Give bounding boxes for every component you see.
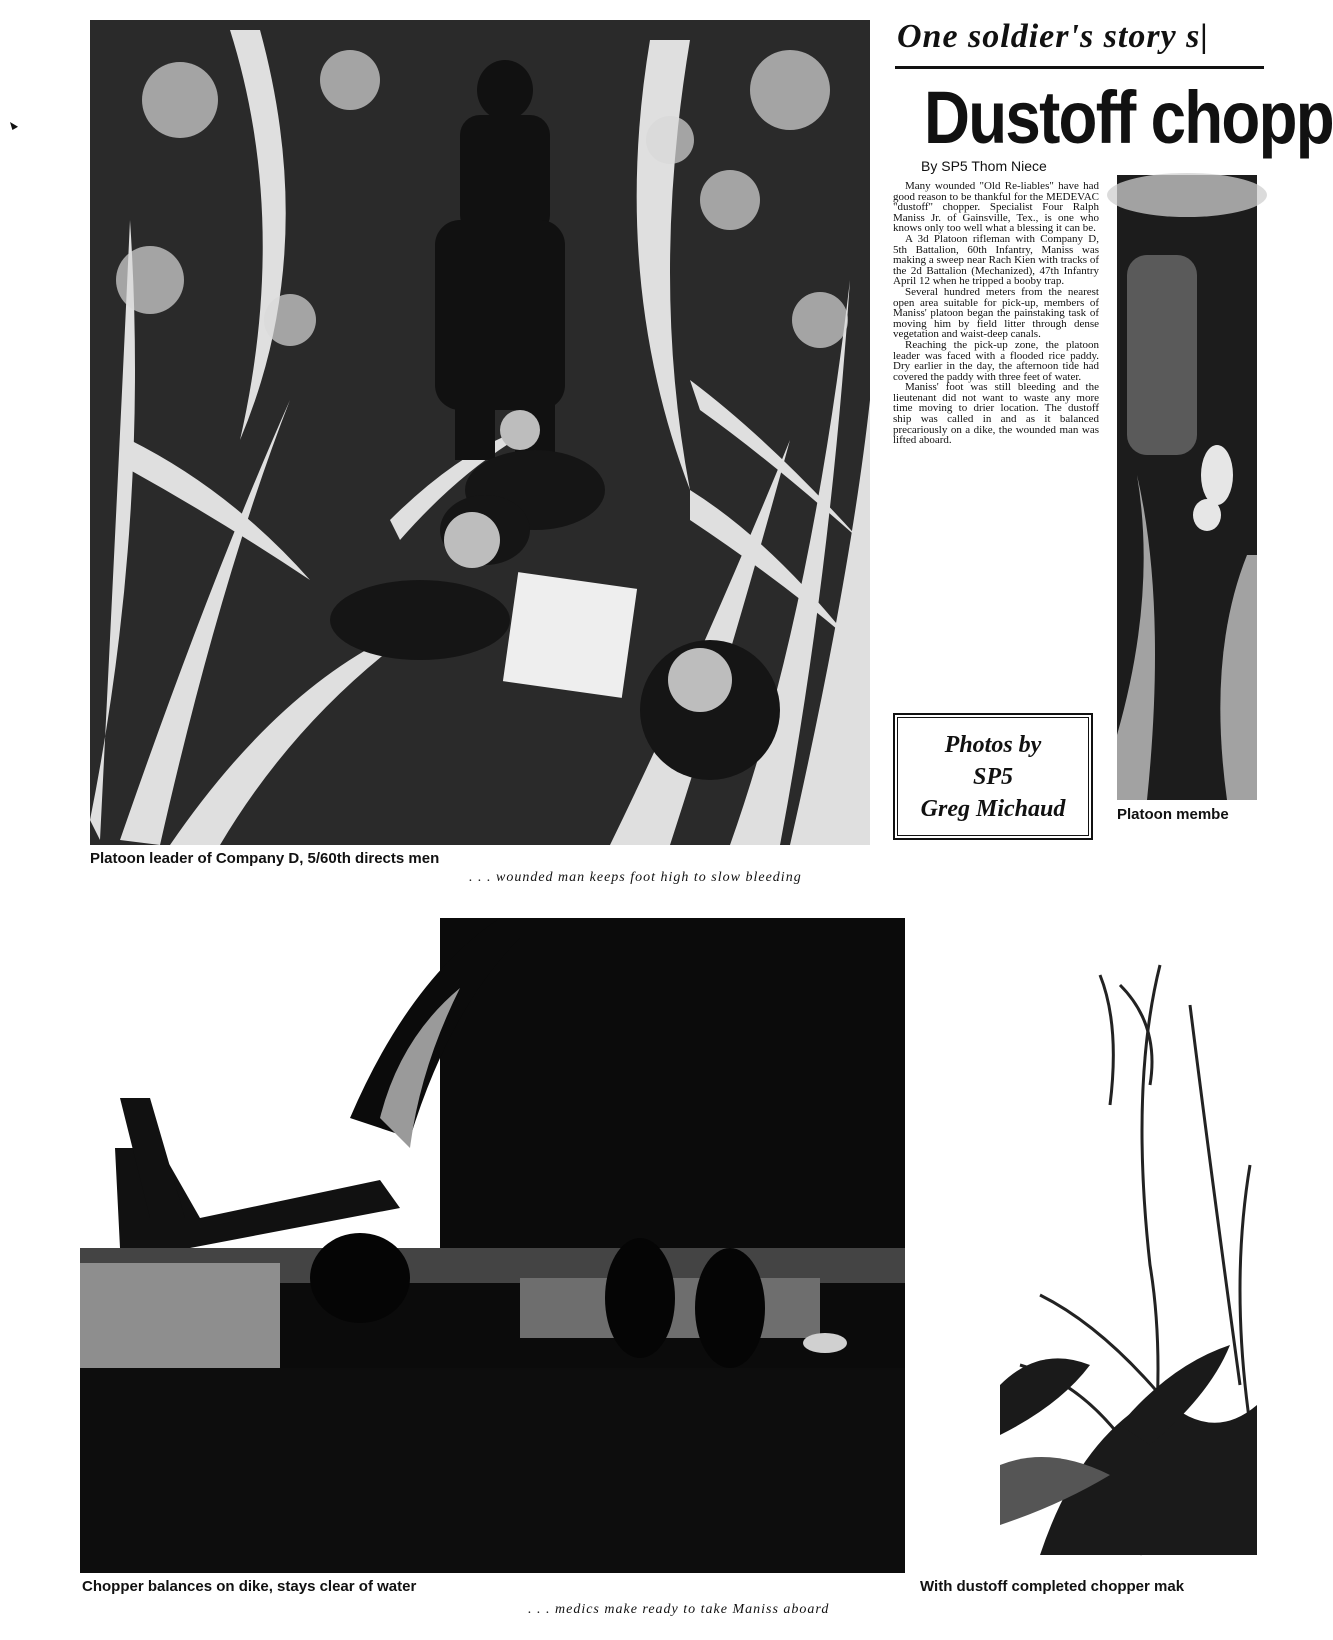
photo-platoon-in-vegetation (90, 20, 870, 845)
credit-line: Photos by (944, 731, 1042, 758)
margin-mark (10, 122, 18, 130)
photo-platoon-member (1117, 175, 1257, 800)
article-paragraph: Reaching the pick-up zone, the platoon leader was faced with a flooded rice paddy. Dry earlier in the day, the afternoon tide had covered the paddy with three feet of water. (893, 338, 1099, 383)
story-kicker: One soldier's story s| (897, 18, 1209, 55)
headline: Dustoff chopp (924, 76, 1333, 159)
article-paragraph: Many wounded "Old Re-liables" have had good reason to be thankful for the MEDEVAC "dustoff" chopper. Specialist Four Ralph Maniss Jr. of Gainsville, Tex., is one who knows only too well what a blessing it can be. (893, 180, 1099, 235)
article-paragraph: Maniss' foot was still bleeding and the lieutenant did not want to waste any more time moving to drier location. The dustoff ship was called in and as it balanced precariously on a dike, the wounded man was lifted aboard. (893, 381, 1099, 447)
caption-bottom-right: With dustoff completed chopper mak (920, 1578, 1185, 1595)
article-paragraph: A 3d Platoon rifleman with Company D, 5th Battalion, 60th Infantry, Maniss was making a sweep near Rach Kien with tracks of the 2d Battalion (Mechanized), 47th Infantry April 12 when he tripped a booby trap. (893, 232, 1099, 288)
caption-top-left-main: Platoon leader of Company D, 5/60th directs men (90, 850, 440, 867)
article-body (893, 181, 1099, 446)
photo-chopper-on-dike (80, 918, 905, 1573)
caption-bottom-left-sub: . . . medics make ready to take Maniss aboard (528, 1602, 830, 1617)
credit-line: Greg Michaud (920, 795, 1066, 822)
photo-chopper-departing (1000, 965, 1257, 1555)
kicker-rule (895, 66, 1264, 69)
byline: By SP5 Thom Niece (921, 158, 1047, 174)
caption-top-right: Platoon membe (1117, 806, 1229, 823)
credit-line: SP5 (972, 763, 1013, 790)
article-paragraph: Several hundred meters from the nearest open area suitable for pick-up, members of Maniss' platoon began the painstaking task of moving him by field litter through dense vegetation and waist-deep canals. (893, 285, 1099, 341)
caption-top-left-sub: . . . wounded man keeps foot high to slow bleeding (469, 870, 802, 885)
caption-bottom-left-main: Chopper balances on dike, stays clear of water (82, 1578, 417, 1595)
photo-credit-box (893, 713, 1093, 840)
